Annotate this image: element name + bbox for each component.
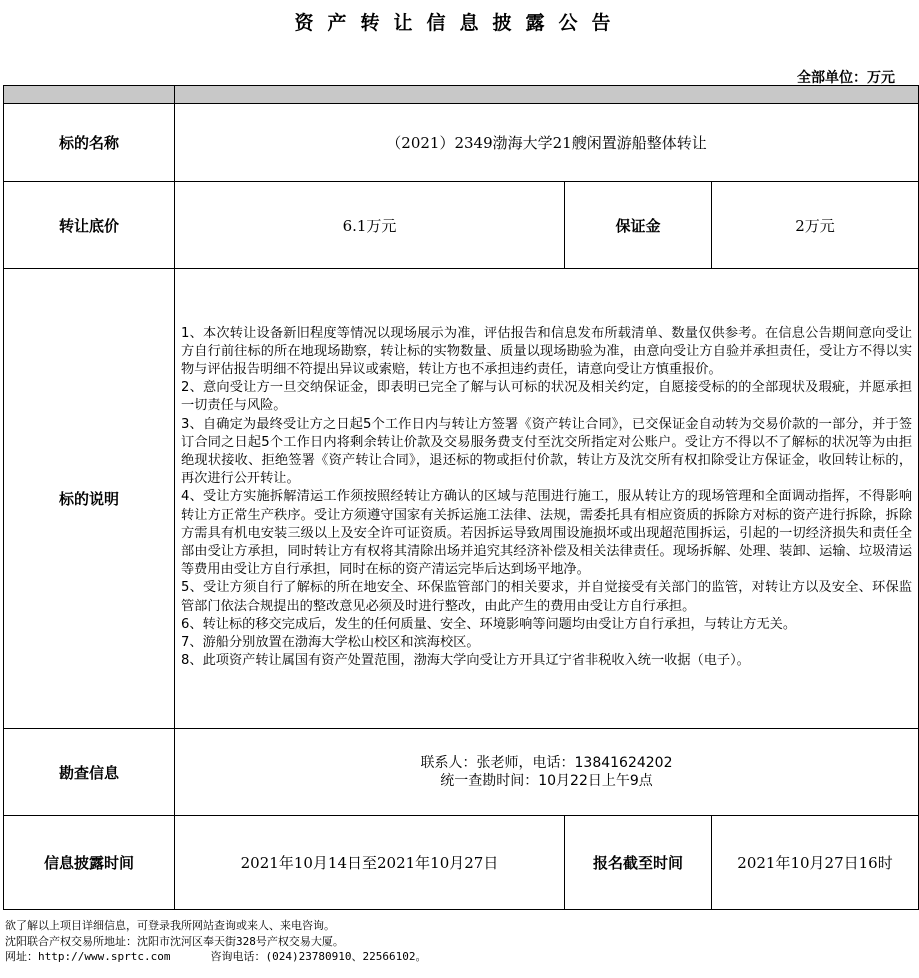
inspection-info bbox=[175, 729, 919, 816]
reserve-price-label: 转让底价 bbox=[4, 182, 175, 269]
description-item: 2、意向受让方一旦交纳保证金，即表明已完全了解与认可标的状况及相关约定，自愿接受标的的全部现状及瑕疵，并愿承担一切责任与风险。 bbox=[181, 380, 913, 414]
description-item: 5、受让方须自行了解标的所在地安全、环保监管部门的相关要求，并自觉接受有关部门的监管，对转让方以及安全、环保监管部门依法合规提出的整改意见必须及时进行整改，由此产生的费用由受让方自行承担。 bbox=[181, 580, 913, 614]
footer-address: 沈阳联合产权交易所地址：沈阳市沈河区奉天街328号产权交易大厦。 bbox=[5, 934, 344, 948]
deadline-value: 2021年10月27日16时 bbox=[712, 816, 919, 910]
unit-note: 全部单位：万元 bbox=[797, 70, 895, 86]
disclosure-period-label: 信息披露时间 bbox=[4, 816, 175, 910]
inspection-time: 统一查勘时间：10月22日上午9点 bbox=[440, 773, 653, 789]
footer-info: 欲了解以上项目详细信息，可登录我所网站查询或来人、来电咨询。 bbox=[5, 919, 335, 932]
deposit-value: 2万元 bbox=[712, 182, 919, 269]
description-label: 标的说明 bbox=[4, 269, 175, 729]
page-title: 资产转让信息披露公告 bbox=[294, 12, 625, 34]
header-band bbox=[4, 86, 919, 104]
row-price bbox=[4, 182, 919, 269]
disclosure-table bbox=[3, 85, 919, 910]
footer-website[interactable]: 网址：http://www.sprtc.com bbox=[5, 950, 171, 963]
footer-phone: 咨询电话：(024)23780910、22566102。 bbox=[210, 950, 427, 963]
row-disclosure bbox=[4, 816, 919, 910]
description-item: 7、游船分别放置在渤海大学松山校区和滨海校区。 bbox=[181, 635, 480, 651]
description-item: 3、自确定为最终受让方之日起5个工作日内与转让方签署《资产转让合同》，已交保证金自动转为交易价款的一部分，并于签订合同之日起5个工作日内将剩余转让价款及交易服务费支付至沈交所指定对公账户。受让方不得以不了解标的状况等为由拒绝现状接收、拒绝签署《资产转让合同》，退还标的物或拒付价款，转让方及沈交所有权扣除受让方保证金，收回转让标的，再次进行公开转让。 bbox=[181, 416, 913, 487]
deposit-label: 保证金 bbox=[565, 182, 712, 269]
inspection-contact: 联系人：张老师，电话：13841624202 bbox=[420, 755, 673, 771]
row-inspection bbox=[4, 729, 919, 816]
description-item: 1、本次转让设备新旧程度等情况以现场展示为准，评估报告和信息发布所载清单、数量仅供参考。在信息公告期间意向受让方自行前往标的所在地现场勘察，转让标的实物数量、质量以现场勘验为准，由意向受让方自验并承担责任，受让方不得以实物与评估报告明细不符提出异议或索赔，转让方也不承担违约责任，请意向受让方慎重报价。 bbox=[181, 325, 913, 377]
row-description bbox=[4, 269, 919, 729]
footer-contact-line bbox=[5, 949, 427, 965]
description-body bbox=[175, 269, 919, 729]
reserve-price-value: 6.1万元 bbox=[175, 182, 565, 269]
description-item: 4、受让方实施拆解清运工作须按照经转让方确认的区域与范围进行施工，服从转让方的现场管理和全面调动指挥，不得影响转让方正常生产秩序。受让方须遵守国家有关拆运施工法律、法规，需委托具有相应资质的拆除方对标的资产进行拆除，拆除方需具有机电安装三级以上及安全许可证资质。若因拆运导致周围设施损坏或出现超范围拆运，引起的一切经济损失和责任全部由受让方承担，同时转让方有权将其清除出场并追究其经济补偿及相关法律责任。现场拆解、处理、装卸、运输、垃圾清运等费用由受让方自行承担，同时在标的资产清运完毕后达到场平地净。 bbox=[181, 489, 913, 578]
disclosure-period-value: 2021年10月14日至2021年10月27日 bbox=[175, 816, 565, 910]
asset-name-value: （2021）2349渤海大学21艘闲置游船整体转让 bbox=[175, 104, 919, 182]
inspection-label: 勘查信息 bbox=[4, 729, 175, 816]
deadline-label: 报名截至时间 bbox=[565, 816, 712, 910]
description-item: 8、此项资产转让属国有资产处置范围，渤海大学向受让方开具辽宁省非税收入统一收据（电子）。 bbox=[181, 653, 750, 669]
asset-name-label: 标的名称 bbox=[4, 104, 175, 182]
row-asset-name bbox=[4, 104, 919, 182]
footer bbox=[5, 918, 427, 965]
description-item: 6、转让标的移交完成后，发生的任何质量、安全、环境影响等问题均由受让方自行承担，与转让方无关。 bbox=[181, 616, 797, 632]
